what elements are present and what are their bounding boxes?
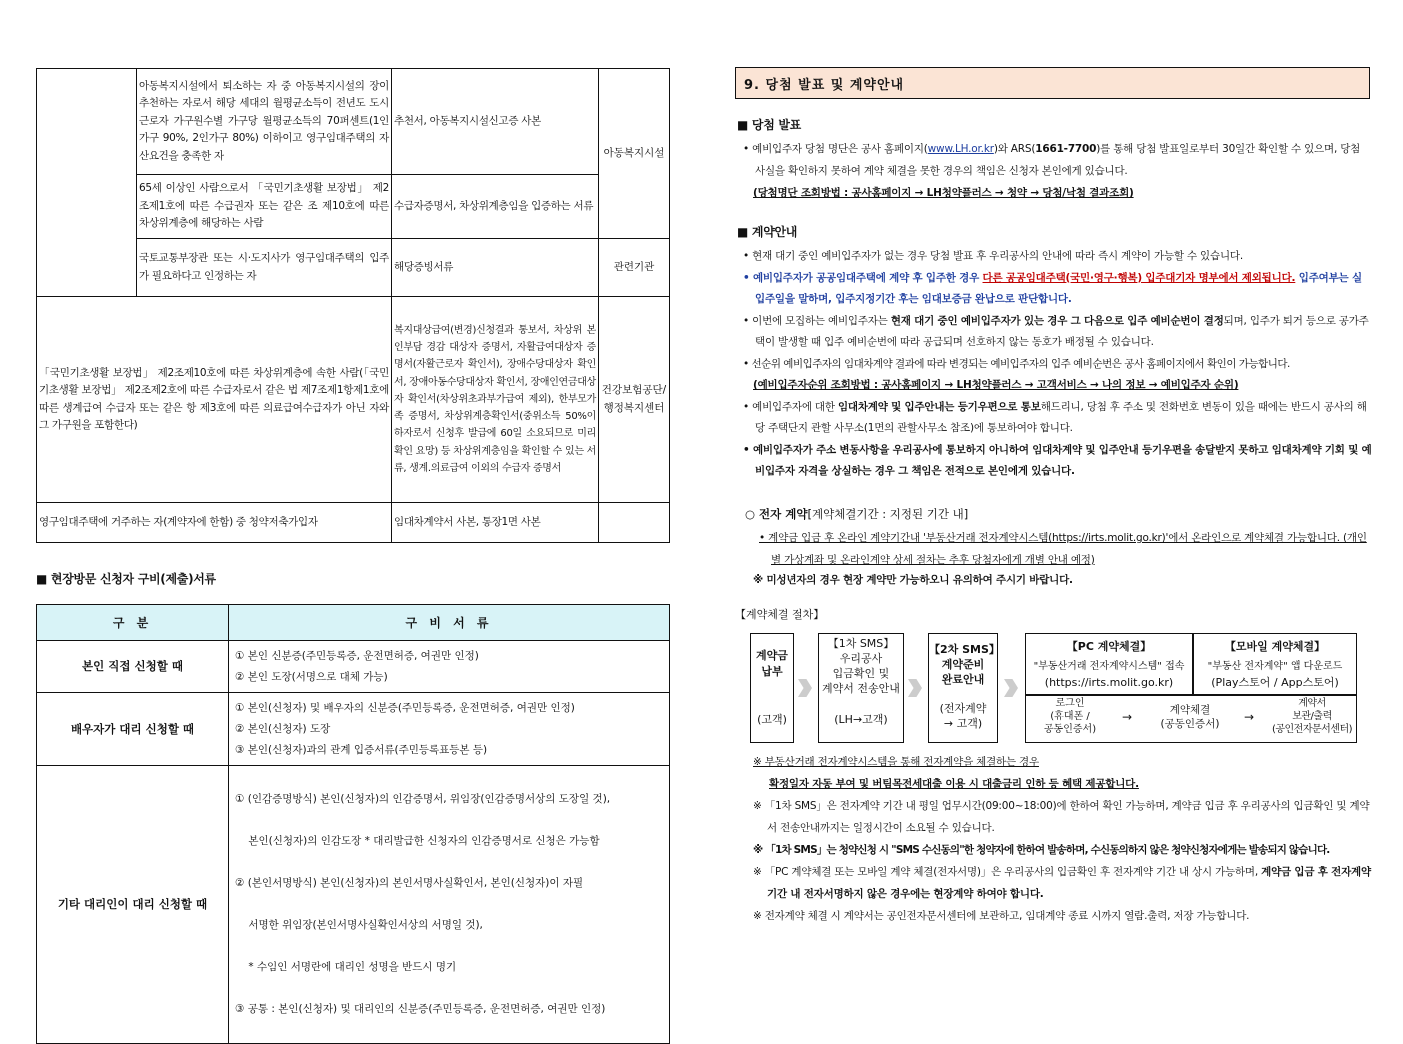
table-cell-docs: 추천서, 아동복지시설신고증 사본 [392, 69, 599, 175]
note-2: ※ 「1차 SMS」은 전자계약 기간 내 평일 업무시간(09:00~18:00)에 한하여 확인 가능하며, 계약금 입금 후 우리공사의 입금확인 및 계약서 전송안내까지는 일정시간이 소요될 수 있습니다. [753, 800, 1370, 834]
text: 해드리니, 당첨 후 주소 및 전화번호 변동이 있을 때에는 반드시 공사의 해당 주택단지 관할 사무소(1면의 관할사무소 참조)에 통보하여야 합니다. [755, 400, 1367, 434]
win-paragraph [737, 139, 1371, 182]
table-cell-docs: 임대차계약서 사본, 통장1면 사본 [392, 503, 599, 543]
minor-note: ※ 미성년자의 경우 현장 계약만 가능하오니 유의하여 주시기 바랍니다. [753, 574, 1073, 586]
section-heading-visit: ■ 현장방문 신청자 구비(제출)서류 [36, 572, 216, 586]
text: ※ 「PC 계약체결 또는 모바일 계약 체결(전자서명)」은 우리공사의 입금확인 후 전자계약 기간 내 상시 가능하며, [753, 866, 1262, 878]
flow-sign: 계약체결 (공동인증서) [1160, 704, 1220, 730]
row-label: 본인 직접 신청할 때 [37, 641, 229, 693]
section-9-title: 9. 당첨 발표 및 계약안내 [735, 67, 1370, 99]
text: • 예비입주자 당첨 명단은 공사 홈페이지( [743, 143, 928, 155]
text-emphasis: 다른 공공임대주택(국민·영구·행복) 입주대기자 명부에서 제외됩니다. [982, 271, 1296, 284]
item: ② (본인서명방식) 본인(신청자)의 본인서명사실확인서, 본인(신청자)이 자필 [235, 877, 584, 889]
item: ① 본인(신청자) 및 배우자의 신분증(주민등록증, 운전면허증, 여권만 인정) [235, 701, 575, 714]
bullet-1: • 현재 대기 중인 예비입주자가 없는 경우 당첨 발표 후 우리공사의 안내에 따라 즉시 계약이 가능할 수 있습니다. [743, 250, 1243, 262]
text: 되며, 입주가 퇴거 등으로 공가주택이 발생할 때 입주 예비순번에 따라 공급되며 선호하지 않는 동호가 배정될 수 있습니다. [755, 314, 1369, 348]
box-text: "부동산거래 전자계약시스템" 접속 [1033, 661, 1185, 672]
text-bold: ○ 전자 계약 [745, 507, 808, 521]
table-cell-org [599, 503, 670, 543]
pc-contract-box [1025, 633, 1193, 695]
table-header-documents: 구 비 서 류 [229, 605, 670, 641]
table-cell-condition: 영구임대주택에 거주하는 자(계약자에 한함) 중 청약저축가입자 [37, 503, 392, 543]
table-cell-org: 건강보험공단/행정복지센터 [599, 297, 670, 503]
table-cell-condition: 국토교통부장관 또는 시·도지사가 영구임대주택의 입주가 필요하다고 인정하는 자 [137, 239, 392, 297]
bullet-6: • 예비입주자가 주소 변동사항을 우리공사에 통보하지 아니하여 임대차계약 및 입주안내 등기우편을 송달받지 못하고 임대차계약 기회 및 예비입주자 자격을 상실하는 경우 그 책임은 전적으로 본인에게 있습니다. [743, 443, 1372, 477]
arrow-icon: → [1122, 710, 1133, 724]
bullet-2 [737, 268, 1373, 311]
text: • 예비입주자가 공공임대주택에 계약 후 입주한 경우 [743, 271, 983, 284]
box-text: (https://irts.molit.go.kr) [1044, 676, 1174, 689]
box-text: (Play스토어 / App스토어) [1211, 676, 1339, 689]
table-cell-condition: 65세 이상인 사람으로서 「국민기초생활 보장법」 제2조제1호에 따른 수급권자 또는 같은 조 제10호에 따른 차상위계층에 해당하는 사람 [137, 175, 392, 239]
table-cell-empty [37, 69, 137, 297]
econtract-line: • 계약금 입금 후 온라인 계약기간내 '부동산거래 전자계약시스템(https://irts.molit.go.kr)'에서 온라인으로 계약체결 가능합니다. (개인별 가상계좌 및 온라인계약 상세 절차는 추후 당첨자에게 개별 안내 예정) [759, 532, 1367, 566]
bullet-3 [737, 311, 1373, 354]
table-cell-docs: 수급자증명서, 차상위계층임을 입증하는 서류 [392, 175, 599, 239]
heading-contract: ■ 계약안내 [737, 225, 798, 239]
table-cell-condition: 「국민기초생활 보장법」 제2조제10호에 따른 차상위계층에 속한 사람(「국민기초생활 보장법」 제2조제2호에 따른 수급자로서 같은 법 제7조제1항제1호에 따른 생계급여 수급자 또는 같은 항 제3호에 따른 의료급여수급자가 아닌 자와 그 가구원을 포함한다) [37, 297, 392, 503]
step-sms1 [818, 633, 904, 743]
row-label: 기타 대리인이 대리 신청할 때 [37, 766, 229, 1044]
eligibility-table [36, 68, 670, 543]
item: ③ 공통 : 본인(신청자) 및 대리인의 신분증(주민등록증, 운전면허증, 여권만 인정) [235, 1003, 606, 1015]
lh-homepage-link[interactable]: www.LH.or.kr [927, 143, 994, 155]
text: )와 ARS( [993, 143, 1036, 155]
item: * 수임인 서명란에 대리인 성명을 반드시 명기 [235, 961, 457, 973]
step-actor: (전자계약 → 고객) [939, 702, 987, 730]
step-label: 【2차 SMS】 계약준비 완료안내 [929, 643, 1000, 686]
step-label: 계약금 납부 [756, 649, 788, 678]
step-deposit [750, 633, 794, 743]
text: • 예비입주자에 대한 [743, 400, 838, 413]
item: ② 본인(신청자) 도장 [235, 722, 331, 735]
mobile-contract-box [1193, 633, 1357, 695]
item: 본인(신청자)의 인감도장 * 대리발급한 신청자의 인감증명서로 신청은 가능함 [235, 835, 600, 847]
table-cell-docs: 복지대상급여(변경)신청결과 통보서, 차상위 본인부담 경감 대상자 증명서, 자활급여대상자 증명서(자활근로자 확인서), 장애수당대상자 확인서, 장애아동수당대상자 확인서, 장애인연금대상자 확인서(차상위초과부가급여 제외), 한부모가족 증명서, 차상위계층확인서(중위소득 50%이하자로서 신청후 발급에 60일 소요되므로 미리 확인 요망) 등 차상위계층임을 확인할 수 있는 서류, 생계.의료급여 이외의 수급자 증명서 [392, 297, 599, 503]
bullet-4: • 선순위 예비입주자의 임대차계약 결과에 따라 변경되는 예비입주자의 입주 예비순번은 공사 홈페이지에서 확인이 가능합니다. [743, 357, 1290, 370]
flow-store: 계약서 보관/출력 (공인전자문서센터) [1271, 698, 1353, 735]
item: ① (인감증명방식) 본인(신청자)의 인감증명서, 위임장(인감증명서상의 도장일 것), [235, 793, 611, 805]
step-sms2 [928, 633, 998, 743]
text: [계약체결기간 : 지정된 기간 내] [807, 507, 969, 521]
table-cell-org: 아동복지시설 [599, 69, 670, 239]
text: • 이번에 모집하는 예비입주자는 [743, 314, 891, 327]
step-label: 【1차 SMS】 우리공사 입금확인 및 계약서 전송안내 [822, 637, 900, 695]
box-text: "부동산 전자계약" 앱 다운로드 [1207, 661, 1343, 672]
arrow-icon: → [1244, 710, 1255, 724]
note-5: ※ 전자계약 체결 시 계약서는 공인전자문서센터에 보관하고, 임대계약 종료 시까지 열람.출력, 저장 가능합니다. [753, 910, 1250, 922]
note-4 [753, 861, 1373, 905]
econtract-heading [745, 506, 968, 522]
text: 입주여부는 실 입주일을 말하며, 입주지정기간 후는 임대보증금 완납으로 판단합니다. [755, 271, 1362, 305]
text-bold: 계약금 입금 후 전자계약 기간 내 전자서명하지 않은 경우에는 현장계약 하여야 합니다. [767, 866, 1371, 900]
procedure-title: 【계약체결 절차】 [735, 608, 825, 621]
item: ① 본인 신분증(주민등록증, 운전면허증, 여권만 인정) [235, 649, 479, 662]
item: ③ 본인(신청자)과의 관계 입증서류(주민등록표등본 등) [235, 743, 488, 756]
step-actor: (LH→고객) [834, 713, 888, 726]
row-items [229, 693, 670, 766]
box-title: 【PC 계약체결】 [1066, 640, 1152, 653]
heading-win: ■ 당첨 발표 [737, 118, 801, 132]
arrow-icon [798, 679, 812, 697]
note-1-benefit: 확정일자 자동 부여 및 버팀목전세대출 이용 시 대출금리 인하 등 혜택 제공합니다. [769, 778, 1139, 790]
arrow-icon [1004, 679, 1018, 697]
note-1: ※ 부동산거래 전자계약시스템을 통해 전자계약을 체결하는 경우 [753, 756, 1039, 768]
step-actor: (고객) [757, 713, 787, 726]
ars-number: 1661-7700 [1035, 143, 1097, 155]
table-header-category: 구 분 [37, 605, 229, 641]
row-items [229, 641, 670, 693]
table-cell-docs: 해당증빙서류 [392, 239, 599, 297]
box-title: 【모바일 계약체결】 [1224, 640, 1326, 653]
text: )를 통해 당첨 발표일로부터 30일간 확인할 수 있으며, 당첨 사실을 확인하지 못하여 계약 체결을 못한 경우의 책임은 신청자 본인에게 있습니다. [755, 143, 1361, 177]
row-label: 배우자가 대리 신청할 때 [37, 693, 229, 766]
table-cell-condition: 아동복지시설에서 퇴소하는 자 중 아동복지시설의 장이 추천하는 자로서 해당 세대의 월평균소득이 전년도 도시근로자 가구원수별 가구당 월평균소득의 70퍼센트(1인가구 90%, 2인가구 80%) 이하이고 영구임대주택의 자산요건을 충족한 자 [137, 69, 392, 175]
row-items [229, 766, 670, 1044]
item: ② 본인 도장(서명으로 대체 가능) [235, 670, 388, 683]
flow-login: 로그인 (휴대폰 / 공동인증서) [1043, 698, 1097, 735]
reserve-lookup-method: (예비입주자순위 조회방법 : 공사홈페이지 → LH청약플러스 → 고객서비스 → 나의 정보 → 예비입주자 순위) [753, 379, 1239, 391]
notes [753, 751, 1373, 927]
text-bold: 현재 대기 중인 예비입주자가 있는 경우 그 다음으로 입주 예비순번이 결정 [890, 314, 1224, 327]
note-3: ※ 「1차 SMS」는 청약신청 시 "SMS 수신동의"한 청약자에 한하여 발송하며, 수신동의하지 않은 청약신청자에게는 발송되지 않습니다. [753, 844, 1330, 856]
item: 서명한 위임장(본인서명사실확인서상의 서명일 것), [235, 919, 483, 931]
table-cell-org: 관련기관 [599, 239, 670, 297]
contract-bullets [737, 246, 1373, 483]
documents-table [36, 604, 670, 1044]
win-lookup-method: (당첨명단 조회방법 : 공사홈페이지 → LH청약플러스 → 청약 → 당첨/낙첨 결과조회) [753, 187, 1134, 199]
text-bold: 임대차계약 및 입주안내는 등기우편으로 통보 [837, 400, 1041, 413]
arrow-icon [908, 679, 922, 697]
bullet-5 [737, 397, 1373, 440]
